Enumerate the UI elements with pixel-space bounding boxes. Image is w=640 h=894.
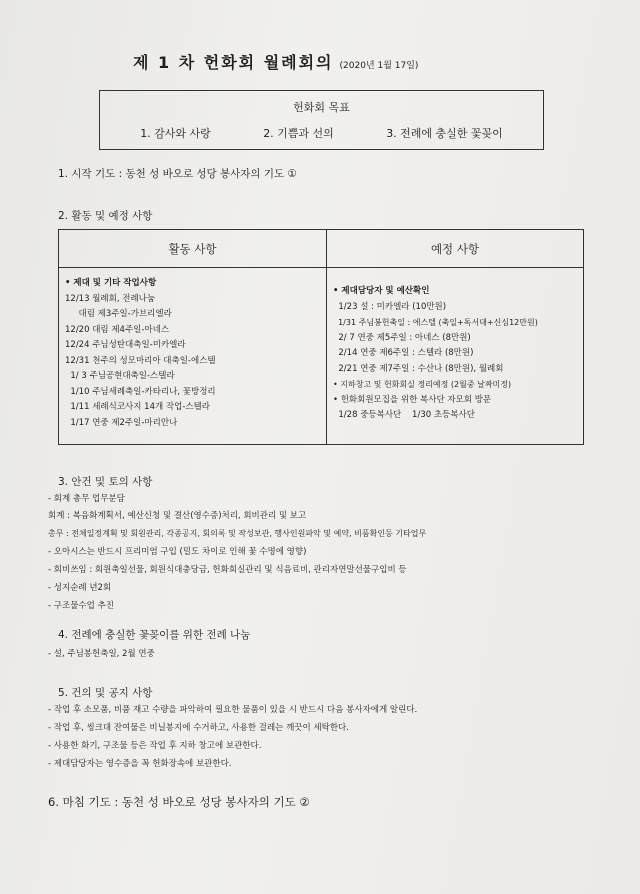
list-item: - 성지순례 년2회 bbox=[48, 583, 112, 593]
section-liturgy: 4. 전례에 충실한 꽃꽂이를 위한 전례 나눔 bbox=[58, 629, 251, 641]
planned-cell bbox=[327, 268, 584, 445]
list-item: 1/17 연중 제2주일-마리안나 bbox=[65, 417, 178, 428]
title-text: 제 1 차 헌화회 월례회의 bbox=[133, 53, 334, 72]
goal-item: 3. 전례에 충실한 꽃꽂이 bbox=[386, 127, 503, 140]
list-item: - 제대담당자는 영수증을 꼭 헌화장속에 보관한다. bbox=[48, 759, 232, 769]
list-item: - 설, 주님봉헌축일, 2월 연중 bbox=[48, 649, 155, 659]
list-item: - 작업 후 소모품, 비품 재고 수량을 파악하여 필요한 물품이 있을 시 반드시 다음 봉사자에게 알린다. bbox=[48, 705, 418, 715]
goal-item: 2. 기쁨과 선의 bbox=[263, 127, 334, 140]
section-agenda: 3. 안건 및 토의 사항 bbox=[58, 476, 153, 488]
list-item: 12/24 주님성탄대축일-미카엘라 bbox=[65, 340, 186, 350]
list-item: 회계 : 복음화계획서, 예산신청 및 결산(영수증)처리, 회비관리 및 보고 bbox=[48, 511, 307, 521]
list-item: 2/21 연중 제7주일 : 수산나 (8만원), 월례회 bbox=[333, 363, 504, 374]
list-item: - 회비쓰임 : 회원축일선물, 회원식대충당금, 헌화회실관리 및 식음료비, 관리자연말선물구입비 등 bbox=[48, 565, 407, 575]
list-item: 12/31 천주의 성모마리아 대축일-에스텔 bbox=[65, 355, 216, 366]
meeting-date: (2020년 1월 17일) bbox=[339, 61, 419, 71]
activities-cell bbox=[59, 268, 327, 445]
list-item: • 제대담당자 및 예산확인 bbox=[333, 286, 430, 296]
section-activities: 2. 활동 및 예정 사항 bbox=[58, 210, 153, 222]
list-item: 12/13 월례회, 전례나눔 bbox=[65, 293, 156, 304]
list-item: 1/10 주님세례축일-카타리나, 꽃방정리 bbox=[65, 386, 216, 397]
list-item: 대림 제3주일-가브리엘라 bbox=[65, 309, 172, 319]
goals-title: 헌화회 목표 bbox=[293, 101, 350, 114]
list-item: 1/31 주님봉헌축일 : 에스텔 (축일+독서대+신심12만원) bbox=[333, 318, 538, 327]
section-opening-prayer: 1. 시작 기도 : 동천 성 바오로 성당 봉사자의 기도 ① bbox=[58, 168, 297, 180]
section-closing-prayer: 6. 마침 기도 : 동천 성 바오로 성당 봉사자의 기도 ② bbox=[48, 795, 310, 809]
table-header-activities: 활동 사항 bbox=[59, 230, 327, 268]
list-item: 1/28 중등복사단 1/30 초등복사단 bbox=[333, 410, 475, 420]
list-item: - 오아시스는 반드시 프리미엄 구입 (밀도 차이로 인해 꽃 수명에 영향) bbox=[48, 547, 307, 557]
goals-box bbox=[99, 90, 544, 150]
list-item: 2/ 7 연중 제5주일 : 아네스 (8만원) bbox=[333, 332, 471, 343]
list-item: • 헌화회원모집을 위한 복사단 자모회 방문 bbox=[333, 394, 492, 405]
page-title bbox=[133, 50, 418, 73]
list-item: 12/20 대림 제4주일-아네스 bbox=[65, 324, 170, 335]
list-item: 1/ 3 주님공현대축일-스텔라 bbox=[65, 371, 175, 381]
list-item: - 사용한 화기, 구조물 등은 작업 후 지하 창고에 보관한다. bbox=[48, 741, 262, 751]
list-item: - 회계 총무 업무분담 bbox=[48, 494, 125, 504]
table-header-planned: 예정 사항 bbox=[327, 230, 584, 268]
list-item: 1/23 설 : 미카엘라 (10만원) bbox=[333, 301, 447, 312]
list-item: - 작업 후, 씽크대 잔여물은 비닐봉지에 수거하고, 사용한 걸레는 깨끗이 세탁한다. bbox=[48, 723, 349, 733]
activities-table bbox=[58, 229, 584, 445]
list-item: - 구조물수업 추진 bbox=[48, 601, 114, 611]
goal-item: 1. 감사와 사랑 bbox=[140, 127, 211, 140]
list-item: 2/14 연중 제6주일 : 스텔라 (8만원) bbox=[333, 348, 474, 358]
list-item: • 지하창고 및 헌화회실 정리예정 (2월중 날짜미정) bbox=[333, 380, 512, 389]
list-item: 총무 : 전체일정계획 및 회원관리, 각종공지, 회의록 및 작성보관, 행사인원파악 및 예약, 비품확인등 기타업무 bbox=[48, 529, 427, 538]
list-item: • 제대 및 기타 작업사항 bbox=[65, 278, 157, 288]
goals-list bbox=[100, 125, 543, 141]
list-item: 1/11 세례식코사지 14개 작업-스텔라 bbox=[65, 402, 211, 412]
section-notices: 5. 건의 및 공지 사항 bbox=[58, 687, 153, 699]
